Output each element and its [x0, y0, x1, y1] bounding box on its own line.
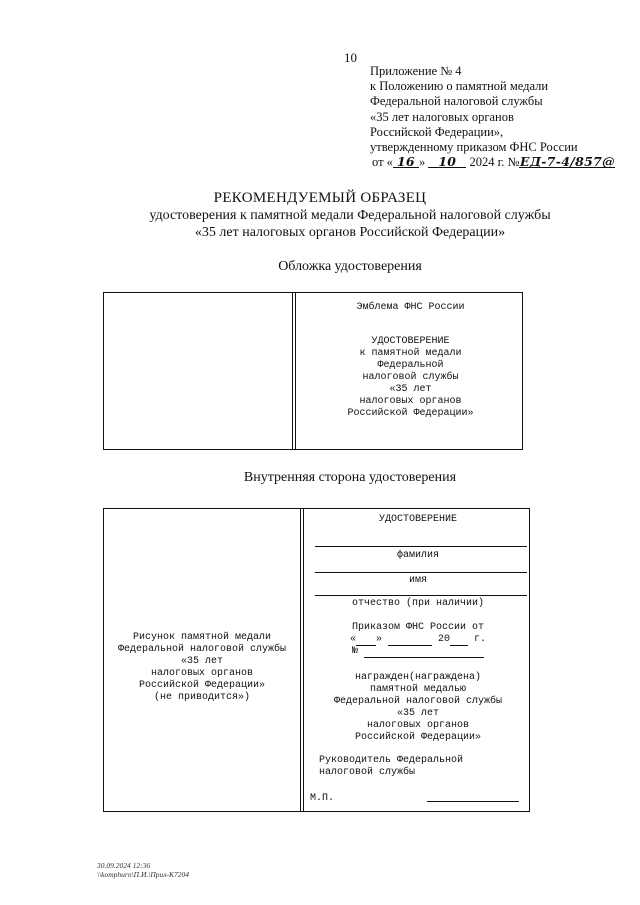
order-year-blank — [450, 634, 468, 646]
patronymic-line — [315, 595, 527, 596]
award-line2: памятной медалью — [369, 684, 466, 695]
order-quote-open: « — [349, 634, 356, 645]
appendix-line4: «35 лет налоговых органов — [370, 109, 514, 124]
cover-line6: налоговых органов — [359, 396, 462, 407]
order-text-line1: Приказом ФНС России от — [351, 622, 485, 633]
appendix-line2: к Положению о памятной медали — [370, 79, 549, 94]
order-year-suffix: г. — [474, 634, 487, 645]
cover-section-title: Обложка удостоверения — [278, 259, 422, 274]
surname-label: фамилия — [396, 550, 439, 561]
medal-caption-line3: «35 лет — [180, 656, 223, 667]
order-day: 16 — [393, 156, 419, 168]
inner-right-panel — [307, 509, 529, 811]
order-month: 10 — [428, 156, 466, 168]
order-quote-close: » — [375, 634, 382, 645]
cover-frame — [103, 292, 523, 450]
medal-caption-line5: Российской Федерации» — [138, 680, 266, 691]
document-subtitle-line1: удостоверения к памятной медали Федеральной налоговой службы — [149, 208, 551, 223]
medal-caption-line6: (не приводится») — [153, 692, 250, 703]
order-century: 20 — [438, 634, 451, 645]
head-title-line2: налоговой службы — [319, 767, 416, 778]
appendix-block — [370, 64, 613, 170]
order-text-line3 — [307, 646, 529, 659]
inner-section-title: Внутренняя сторона удостоверения — [243, 470, 457, 485]
cover-line7: Российской Федерации» — [347, 408, 474, 419]
cover-emblem: Эмблема ФНС России — [356, 302, 465, 313]
name-line — [315, 572, 527, 573]
order-date-line — [372, 155, 615, 170]
award-line4: «35 лет — [396, 708, 439, 719]
head-title-line1: Руководитель Федеральной — [319, 755, 464, 766]
award-line3: Федеральной налоговой службы — [333, 696, 503, 707]
appendix-line6: утвержденному приказом ФНС России — [370, 140, 578, 155]
cover-line3: Федеральной — [377, 360, 444, 371]
surname-line — [315, 546, 527, 547]
inner-title: УДОСТОВЕРЕНИЕ — [378, 514, 457, 525]
order-number: ЕД-7-4/857@ — [520, 154, 615, 170]
award-line6: Российской Федерации» — [354, 732, 482, 743]
signature-line — [427, 801, 519, 802]
order-year: 2024 г. № — [469, 155, 520, 170]
appendix-line1: Приложение № 4 — [370, 64, 462, 78]
cover-spine-divider — [292, 293, 296, 449]
appendix-line3: Федеральной налоговой службы — [370, 94, 543, 109]
order-day-blank — [356, 634, 376, 646]
inner-left-panel — [104, 509, 300, 811]
appendix-line5: Российской Федерации», — [370, 124, 504, 139]
medal-caption-line1: Рисунок памятной медали — [132, 632, 272, 643]
document-title: РЕКОМЕНДУЕМЫЙ ОБРАЗЕЦ — [213, 190, 427, 206]
order-month-blank — [388, 634, 432, 646]
medal-caption-line2: Федеральной налоговой службы — [117, 644, 287, 655]
order-from: от « — [372, 155, 393, 170]
cover-line4: налоговой службы — [362, 372, 459, 383]
order-number-sign: № — [351, 646, 358, 657]
footer-timestamp: 30.09.2024 12:36 — [97, 861, 151, 870]
medal-caption-line4: налоговых органов — [150, 668, 254, 679]
seal-placeholder: М.П. — [310, 793, 335, 804]
document-subtitle-line2: «35 лет налоговых органов Российской Федерации» — [194, 225, 506, 240]
cover-line2: к памятной медали — [359, 348, 462, 359]
order-number-blank — [364, 646, 484, 658]
cover-line1: УДОСТОВЕРЕНИЕ — [371, 336, 450, 347]
cover-right-panel — [299, 293, 522, 449]
footer-file-path: \\komphurn\П.И.\Прил-К7204 — [97, 870, 189, 879]
name-label: имя — [408, 575, 427, 586]
order-text-line2 — [307, 634, 529, 647]
cover-line5: «35 лет — [389, 384, 432, 395]
page-number: 10 — [344, 50, 357, 65]
patronymic-label: отчество (при наличии) — [351, 598, 485, 609]
inner-frame — [103, 508, 530, 812]
award-line5: налоговых органов — [366, 720, 470, 731]
order-quote: » — [418, 155, 426, 170]
inner-spine-divider — [300, 509, 304, 811]
award-line1: награжден(награждена) — [354, 672, 482, 683]
